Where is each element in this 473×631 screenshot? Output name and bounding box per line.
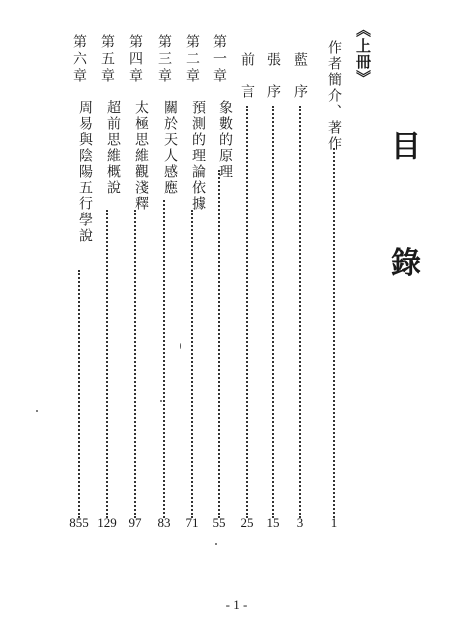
dot-leader: [333, 148, 335, 518]
page-title: 目 錄: [385, 130, 420, 315]
chapter-title: 關於天人感應: [162, 100, 178, 196]
entry-label: 藍 序: [292, 52, 308, 100]
toc-entry[interactable]: [323, 30, 345, 510]
dot-leader: [272, 106, 274, 518]
chapter-title: 象數的原理: [217, 100, 233, 180]
entry-page-number: 129: [97, 515, 117, 530]
dot-leader: [246, 106, 248, 518]
scan-speck: [160, 400, 162, 402]
chapter-title: 周易與陰陽五行學說: [77, 100, 93, 244]
toc-entry[interactable]: [289, 30, 311, 510]
chapter-number: 第六章: [71, 34, 87, 85]
entry-page-number: 15: [266, 515, 280, 530]
chapter-number: 第二章: [184, 34, 200, 85]
entry-page-number: 1: [330, 515, 338, 530]
entry-label: 作者簡介、著作: [326, 40, 342, 152]
scan-speck: [180, 343, 181, 349]
page-number: - 1 -: [225, 597, 248, 612]
dot-leader: [163, 200, 165, 518]
chapter-number: 第五章: [99, 34, 115, 85]
entry-page-number: 55: [212, 515, 226, 530]
volume-label: 《上冊》: [354, 22, 372, 86]
scan-speck: [215, 543, 217, 545]
entry-page-number: 83: [157, 515, 171, 530]
dot-leader: [106, 210, 108, 518]
chapter-title: 預測的理論依據: [190, 100, 206, 212]
chapter-number: 第四章: [127, 34, 143, 85]
toc-entry[interactable]: [262, 30, 284, 510]
entry-page-number: 25: [240, 515, 254, 530]
chapter-title: 太極思維觀淺釋: [133, 100, 149, 212]
dot-leader: [78, 270, 80, 518]
entry-page-number: 97: [128, 515, 142, 530]
entry-label: 張 序: [265, 52, 281, 100]
chapter-number: 第一章: [211, 34, 227, 85]
entry-page-number: 855: [69, 515, 89, 530]
dot-leader: [191, 210, 193, 518]
entry-page-number: 71: [185, 515, 199, 530]
entry-label: 前 言: [239, 52, 255, 100]
dot-leader: [299, 106, 301, 518]
chapter-number: 第三章: [156, 34, 172, 85]
dot-leader: [218, 170, 220, 518]
entry-page-number: 3: [296, 515, 304, 530]
dot-leader: [134, 210, 136, 518]
scan-speck: [36, 410, 38, 412]
toc-entry[interactable]: [236, 30, 258, 510]
chapter-title: 超前思維概說: [105, 100, 121, 196]
